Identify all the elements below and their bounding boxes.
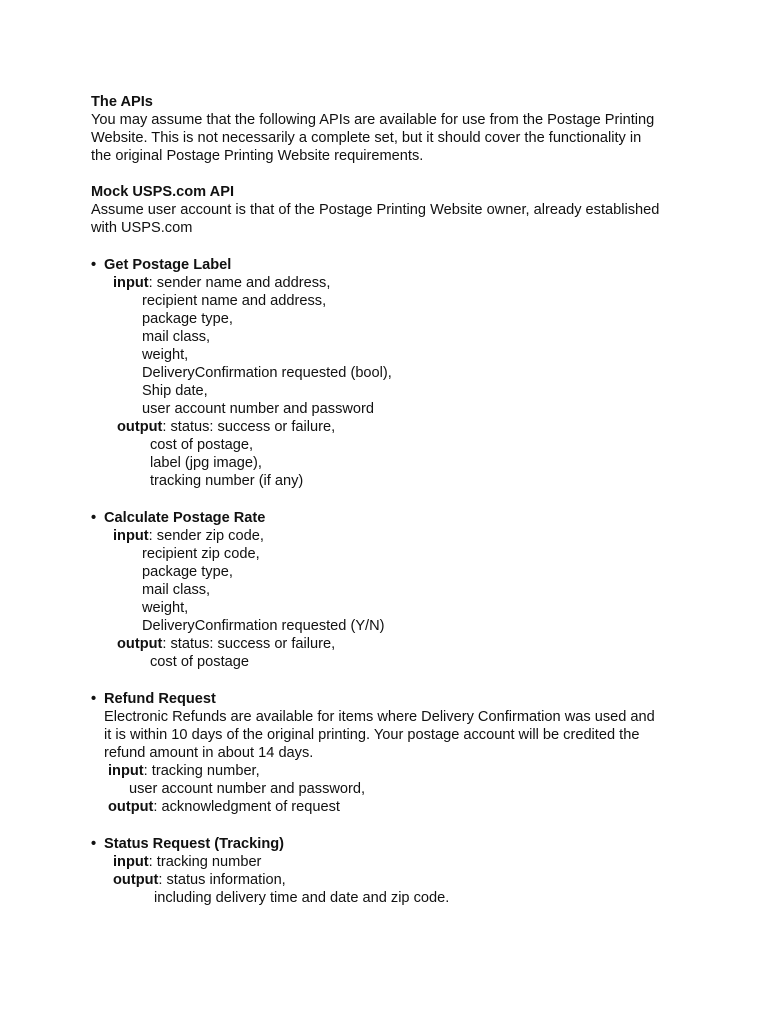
api-input-item: DeliveryConfirmation requested (bool), (142, 365, 392, 381)
intro-paragraph-line: You may assume that the following APIs are available for use from the Postage Printing (91, 112, 655, 128)
section-heading-apis: The APIs (91, 94, 153, 110)
api-input-item: weight, (142, 347, 189, 363)
api-output-item: tracking number (if any) (150, 473, 304, 489)
api-output-item: cost of postage, (150, 437, 254, 453)
input-value: : tracking number (148, 854, 262, 870)
output-value: : status: success or failure, (162, 419, 336, 435)
input-label: input (113, 854, 149, 870)
input-value: : sender name and address, (148, 275, 331, 291)
input-label: input (108, 763, 144, 779)
api-input-item: recipient name and address, (142, 293, 327, 309)
api-output-line (117, 635, 335, 653)
input-value: : sender zip code, (148, 528, 264, 544)
output-value: : status information, (158, 872, 286, 888)
api-input-item: Ship date, (142, 383, 208, 399)
bullet-icon: • (91, 257, 97, 273)
api-input-line (113, 853, 261, 871)
api-input-line (108, 762, 260, 780)
output-value: : status: success or failure, (162, 636, 336, 652)
api-output-line (113, 871, 286, 889)
api-input-item: mail class, (142, 329, 211, 345)
intro-paragraph-line: Website. This is not necessarily a complete set, but it should cover the functionality in (91, 130, 642, 146)
api-input-item: weight, (142, 600, 189, 616)
api-output-line (117, 418, 335, 436)
mock-api-paragraph-line: Assume user account is that of the Postage Printing Website owner, already established (91, 202, 660, 218)
api-input-line (113, 527, 264, 545)
api-input-line (113, 274, 330, 292)
output-value: : acknowledgment of request (153, 799, 340, 815)
api-title-calculate-postage-rate: Calculate Postage Rate (104, 510, 266, 526)
api-output-item: label (jpg image), (150, 455, 262, 471)
api-input-item: package type, (142, 564, 233, 580)
input-value: : tracking number, (143, 763, 260, 779)
intro-paragraph-line: the original Postage Printing Website requirements. (91, 148, 424, 164)
api-title-get-postage-label: Get Postage Label (104, 257, 232, 273)
api-output-line (108, 798, 340, 816)
output-label: output (117, 419, 163, 435)
input-label: input (113, 275, 149, 291)
section-heading-mock-usps: Mock USPS.com API (91, 184, 235, 200)
mock-api-paragraph-line: with USPS.com (91, 220, 193, 236)
bullet-icon: • (91, 691, 97, 707)
api-input-item: package type, (142, 311, 233, 327)
api-input-item: DeliveryConfirmation requested (Y/N) (142, 618, 385, 634)
refund-description-line: refund amount in about 14 days. (104, 745, 314, 761)
bullet-icon: • (91, 510, 97, 526)
output-label: output (108, 799, 154, 815)
api-input-item: user account number and password (142, 401, 375, 417)
refund-description-line: Electronic Refunds are available for items where Delivery Confirmation was used and (104, 709, 655, 725)
api-input-item: mail class, (142, 582, 211, 598)
bullet-icon: • (91, 836, 97, 852)
api-output-item: cost of postage (150, 654, 249, 670)
api-output-item: including delivery time and date and zip code. (154, 890, 450, 906)
output-label: output (117, 636, 163, 652)
api-input-item: recipient zip code, (142, 546, 260, 562)
api-input-item: user account number and password, (129, 781, 366, 797)
input-label: input (113, 528, 149, 544)
api-title-status-request: Status Request (Tracking) (104, 836, 285, 852)
output-label: output (113, 872, 159, 888)
api-title-refund-request: Refund Request (104, 691, 216, 707)
refund-description-line: it is within 10 days of the original printing. Your postage account will be credited the (104, 727, 640, 743)
